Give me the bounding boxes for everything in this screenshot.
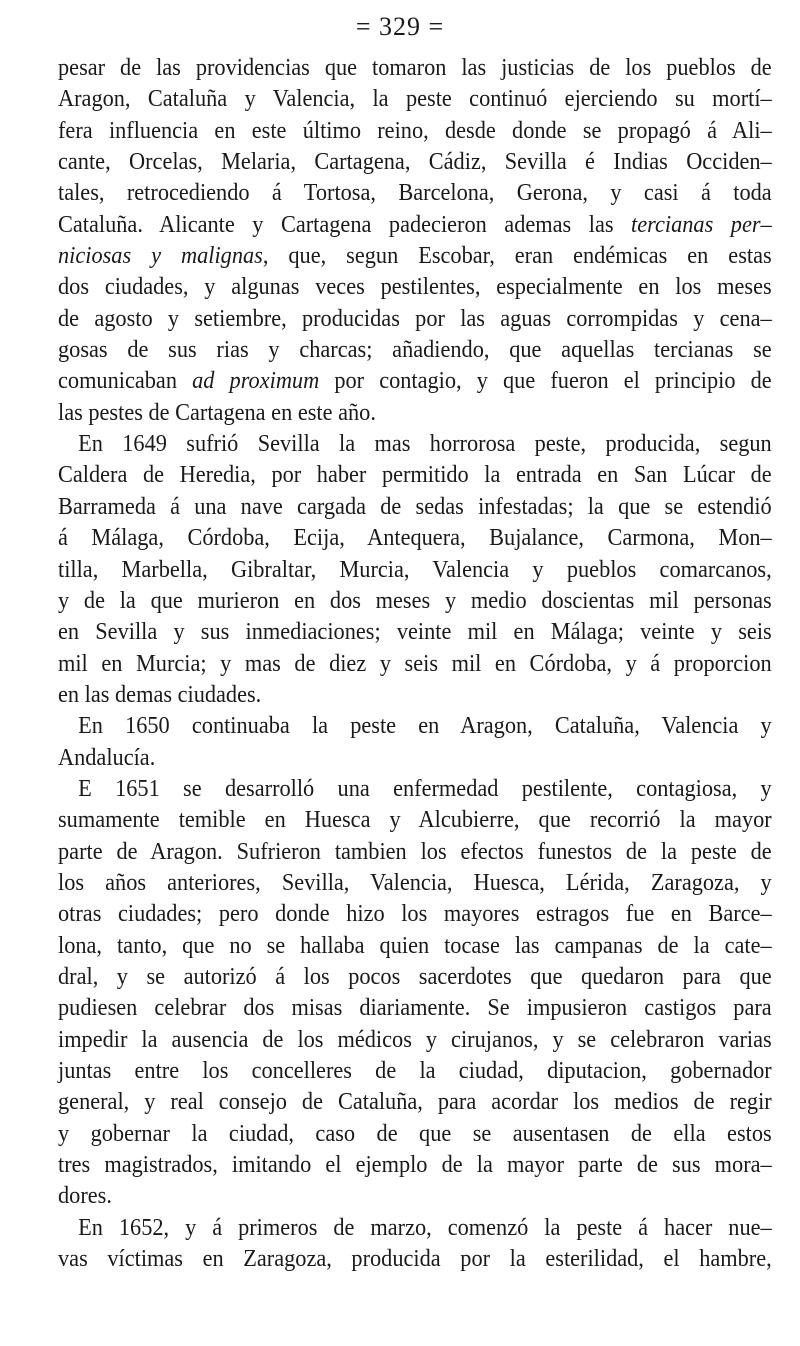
line-text: en las demas ciudades. xyxy=(58,680,262,708)
line-text: sumamente temible en Huesca y Alcubierre, que recorrió la mayor xyxy=(58,806,772,834)
text-line xyxy=(58,365,772,396)
line-text: de agosto y setiembre, producidas por las aguas corrompidas y cena– xyxy=(58,304,772,332)
text-line xyxy=(58,271,772,302)
line-text: Barrameda á una nave cargada de sedas infestadas; la que se estendió xyxy=(58,492,772,520)
text-line xyxy=(58,52,772,83)
line-text: fera influencia en este último reino, desde donde se propagó á Ali– xyxy=(58,116,772,144)
text-line xyxy=(58,83,772,114)
text-line xyxy=(58,898,772,929)
line-text: lona, tanto, que no se hallaba quien tocase las campanas de la cate– xyxy=(58,931,772,959)
line-text: dral, y se autorizó á los pocos sacerdotes que quedaron para que xyxy=(58,962,772,990)
page-number: = 329 = xyxy=(355,12,445,41)
line-text: las pestes de Cartagena en este año. xyxy=(58,398,376,426)
line-text: cante, Orcelas, Melaria, Cartagena, Cádiz, Sevilla é Indias Occiden– xyxy=(58,148,772,176)
text-line xyxy=(58,992,772,1023)
italic-text: tercianas per– xyxy=(631,210,772,238)
line-text: y de la que murieron en dos meses y medio doscientas mil personas xyxy=(58,586,772,614)
line-text: pesar de las providencias que tomaron las justicias de los pueblos de xyxy=(58,54,772,81)
text-line xyxy=(58,930,772,961)
line-text: dos ciudades, y algunas veces pestilentes, especialmente en los meses xyxy=(58,273,772,301)
line-text: tilla, Marbella, Gibraltar, Murcia, Valencia y pueblos comarcanos, xyxy=(58,555,772,583)
line-text: tres magistrados, imitando el ejemplo de la mayor parte de sus mora– xyxy=(58,1151,772,1179)
line-text: otras ciudades; pero donde hizo los mayores estragos fue en Barce– xyxy=(58,900,772,928)
text-line xyxy=(58,303,772,334)
text-line xyxy=(58,1024,772,1055)
line-text: Aragon, Cataluña y Valencia, la peste continuó ejerciendo su mortí– xyxy=(58,85,772,113)
text-line xyxy=(58,648,772,679)
line-text: En 1652, y á primeros de marzo, comenzó la peste á hacer nue– xyxy=(78,1213,772,1241)
text-line xyxy=(58,1212,772,1243)
text-line xyxy=(58,1055,772,1086)
text-line xyxy=(58,710,772,741)
line-text: pudiesen celebrar dos misas diariamente. Se impusieron castigos para xyxy=(58,994,772,1022)
line-text: En 1650 continuaba la peste en Aragon, Cataluña, Valencia y xyxy=(78,712,772,740)
line-text: los años anteriores, Sevilla, Valencia, Huesca, Lérida, Zaragoza, y xyxy=(58,868,772,896)
text-line xyxy=(58,1243,772,1274)
text-line xyxy=(58,836,772,867)
text-line xyxy=(58,679,772,710)
text-line xyxy=(58,334,772,365)
line-text: Andalucía. xyxy=(58,743,156,771)
text-line xyxy=(58,961,772,992)
line-text: Caldera de Heredia, por haber permitido la entrada en San Lúcar de xyxy=(58,461,772,489)
text-line xyxy=(58,397,772,428)
line-text: En 1649 sufrió Sevilla la mas horrorosa peste, producida, segun xyxy=(78,430,772,458)
text-line xyxy=(58,115,772,146)
line-text: gosas de sus rias y charcas; añadiendo, que aquellas tercianas se xyxy=(58,336,772,364)
line-text: dores. xyxy=(58,1182,112,1210)
text-line xyxy=(58,742,772,773)
text-line xyxy=(58,1118,772,1149)
text-line xyxy=(58,804,772,835)
line-text: Cataluña. Alicante y Cartagena padecieron ademas las xyxy=(58,210,632,238)
line-text: mil en Murcia; y mas de diez y seis mil en Córdoba, y á proporcion xyxy=(58,649,772,677)
line-text: tales, retrocediendo á Tortosa, Barcelona, Gerona, y casi á toda xyxy=(58,179,772,207)
text-line xyxy=(58,1086,772,1117)
line-text: á Málaga, Córdoba, Ecija, Antequera, Bujalance, Carmona, Mon– xyxy=(58,524,772,552)
line-text-continued: por contagio, y que fueron el principio de xyxy=(319,367,772,395)
text-line xyxy=(58,146,772,177)
text-line xyxy=(58,616,772,647)
text-line xyxy=(58,554,772,585)
italic-text: ad proximum xyxy=(192,367,320,395)
line-text: general, y real consejo de Cataluña, para acordar los medios de regir xyxy=(58,1088,772,1116)
italic-text: niciosas y malignas xyxy=(58,242,263,270)
line-text: parte de Aragon. Sufrieron tambien los efectos funestos de la peste de xyxy=(58,837,772,865)
line-text: juntas entre los concelleres de la ciudad, diputacion, gobernador xyxy=(58,1057,772,1084)
text-line xyxy=(58,867,772,898)
text-line xyxy=(58,1149,772,1180)
line-text: comunicaban xyxy=(58,367,193,395)
text-line xyxy=(58,177,772,208)
text-line xyxy=(58,240,772,271)
text-line xyxy=(58,428,772,459)
line-text: y gobernar la ciudad, caso de que se ausentasen de ella estos xyxy=(58,1119,772,1147)
text-line xyxy=(58,522,772,553)
line-text: impedir la ausencia de los médicos y cirujanos, y se celebraron varias xyxy=(58,1025,772,1053)
body-text xyxy=(58,52,772,1274)
text-line xyxy=(58,491,772,522)
text-line xyxy=(58,773,772,804)
text-line xyxy=(58,459,772,490)
text-line xyxy=(58,209,772,240)
line-text: E 1651 se desarrolló una enfermedad pestilente, contagiosa, y xyxy=(78,774,772,802)
line-text: en Sevilla y sus inmediaciones; veinte mil en Málaga; veinte y seis xyxy=(58,618,772,646)
text-line xyxy=(58,585,772,616)
line-text-continued: , que, segun Escobar, eran endémicas en estas xyxy=(262,242,772,270)
text-line xyxy=(58,1180,772,1211)
line-text: vas víctimas en Zaragoza, producida por la esterilidad, el hambre, xyxy=(58,1245,772,1273)
